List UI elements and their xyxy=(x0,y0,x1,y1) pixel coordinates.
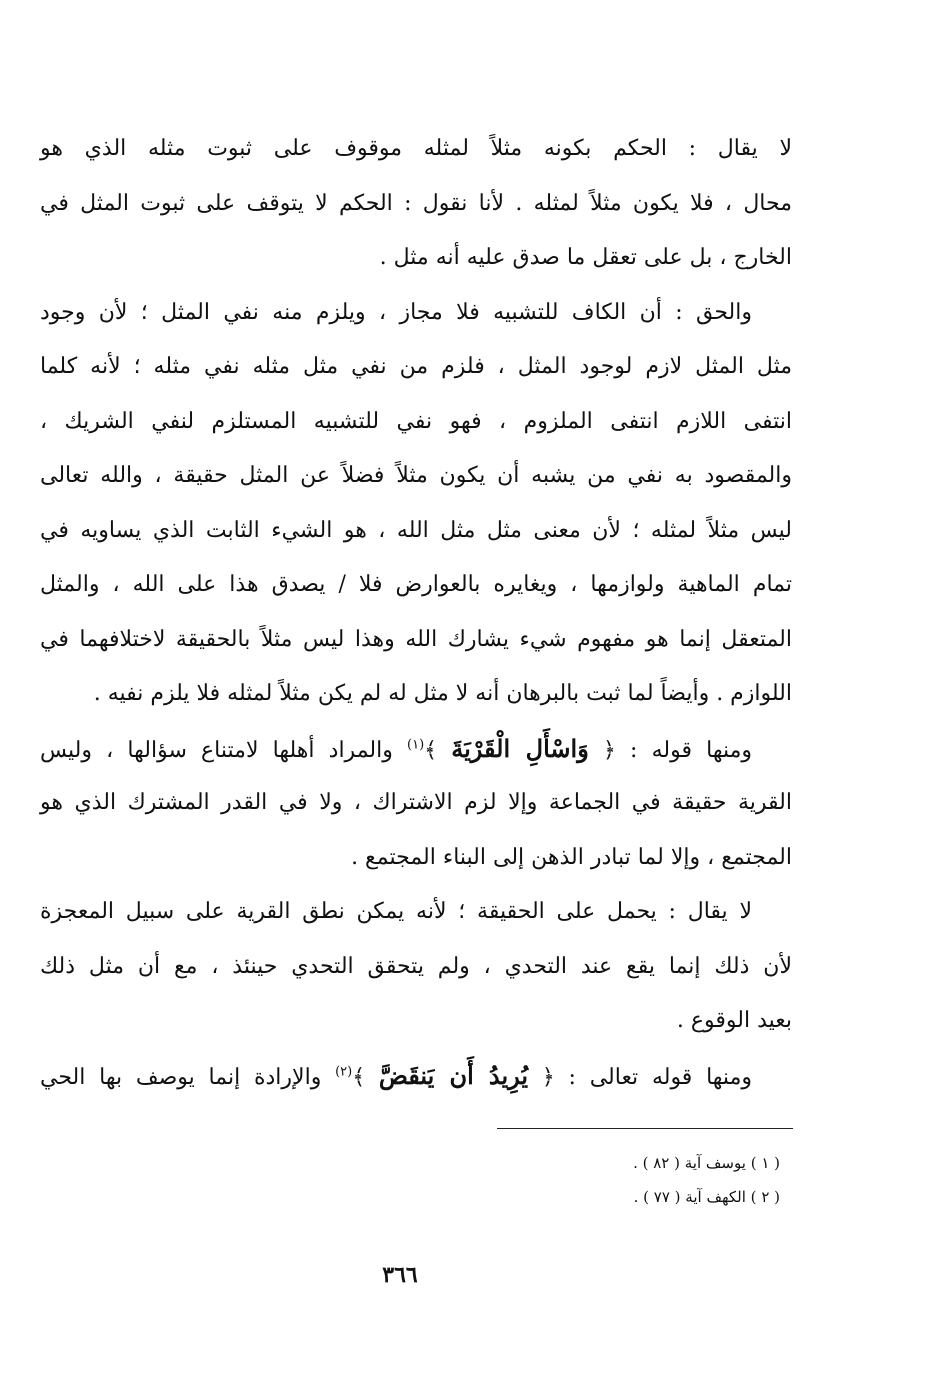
text-line: القرية حقيقة في الجماعة وإلا لزم الاشتراك ، ولا في القدر المشترك الذي هو xyxy=(40,790,792,815)
text-line: المتعقل إنما هو مفهوم شيء يشارك الله وهذا ليس مثلاً بالحقيقة لاختلافهما في xyxy=(40,626,792,652)
text-line: ليس مثلاً لمثله ؛ لأن معنى مثل مثل الله ، هو الشيء الثابت الذي يساويه في xyxy=(40,517,792,543)
text-line-with-quote xyxy=(40,722,792,777)
main-text xyxy=(40,122,792,1103)
footnotes xyxy=(633,1146,780,1214)
text-line: مثل المثل لازم لوجود المثل ، فلزم من نفي مثل مثله نفي مثله ؛ لأنه كلما xyxy=(40,354,792,379)
quran-quote: وَاسْأَلِ الْقَرْيَةَ xyxy=(451,733,589,763)
footnote-ref[interactable]: (٢) xyxy=(335,1064,353,1080)
quote-close: ﴾ xyxy=(424,737,438,763)
text-line: محال ، فلا يكون مثلاً لمثله . لأنا نقول : الحكم لا يتوقف على ثبوت المثل في xyxy=(40,190,792,216)
quote-open: ومنها قوله : ﴿ xyxy=(602,737,753,763)
footnote-item: ( ٢ ) الكهف آية ( ٧٧ ) . xyxy=(633,1188,780,1206)
footnote-divider xyxy=(497,1128,793,1129)
text-line: اللوازم . وأيضاً لما ثبت بالبرهان أنه لا مثل له لم يكن مثلاً لمثله فلا يلزم نفيه . xyxy=(93,681,792,706)
text-line: تمام الماهية ولوازمها ، ويغايره بالعوارض فلا / يصدق هذا على الله ، والمثل xyxy=(40,572,792,597)
text-segment: والإرادة إنما يوصف بها الحي xyxy=(40,1064,322,1090)
text-segment: والمراد أهلها لامتناع سؤالها ، وليس xyxy=(40,737,393,763)
text-line: انتفى اللازم انتفى الملزوم ، فهو نفي للتشبيه المستلزم لنفي الشريك ، xyxy=(40,408,792,434)
quran-quote: يُرِيدُ أَن يَنقَضَّ xyxy=(378,1060,529,1090)
text-line: بعيد الوقوع . xyxy=(676,1008,792,1033)
text-line-with-quote xyxy=(40,1049,792,1104)
text-line: لا يقال : الحكم بكونه مثلاً لمثله موقوف على ثبوت مثله الذي هو xyxy=(40,136,792,161)
text-line: الخارج ، بل على تعقل ما صدق عليه أنه مثل . xyxy=(379,245,792,270)
page-number: ٣٦٦ xyxy=(382,1262,418,1288)
text-line: المجتمع ، وإلا لما تبادر الذهن إلى البناء المجتمع . xyxy=(351,844,792,870)
text-line: لأن ذلك إنما يقع عند التحدي ، ولم يتحقق التحدي حينئذ ، مع أن مثل ذلك xyxy=(40,953,792,979)
text-line: والحق : أن الكاف للتشبيه فلا مجاز ، ويلزم منه نفي المثل ؛ لأن وجود xyxy=(40,299,752,325)
footnote-item: ( ١ ) يوسف آية ( ٨٢ ) . xyxy=(633,1154,780,1172)
quote-close: ﴾ xyxy=(352,1064,366,1090)
footnote-ref[interactable]: (١) xyxy=(407,737,425,753)
quote-open: ومنها قوله تعالى : ﴿ xyxy=(541,1064,752,1090)
text-line: والمقصود به نفي من يشبه أن يكون مثلاً فضلاً عن المثل حقيقة ، والله تعالى xyxy=(40,463,792,488)
text-line: لا يقال : يحمل على الحقيقة ؛ لأنه يمكن نطق القرية على سبيل المعجزة xyxy=(40,899,752,924)
